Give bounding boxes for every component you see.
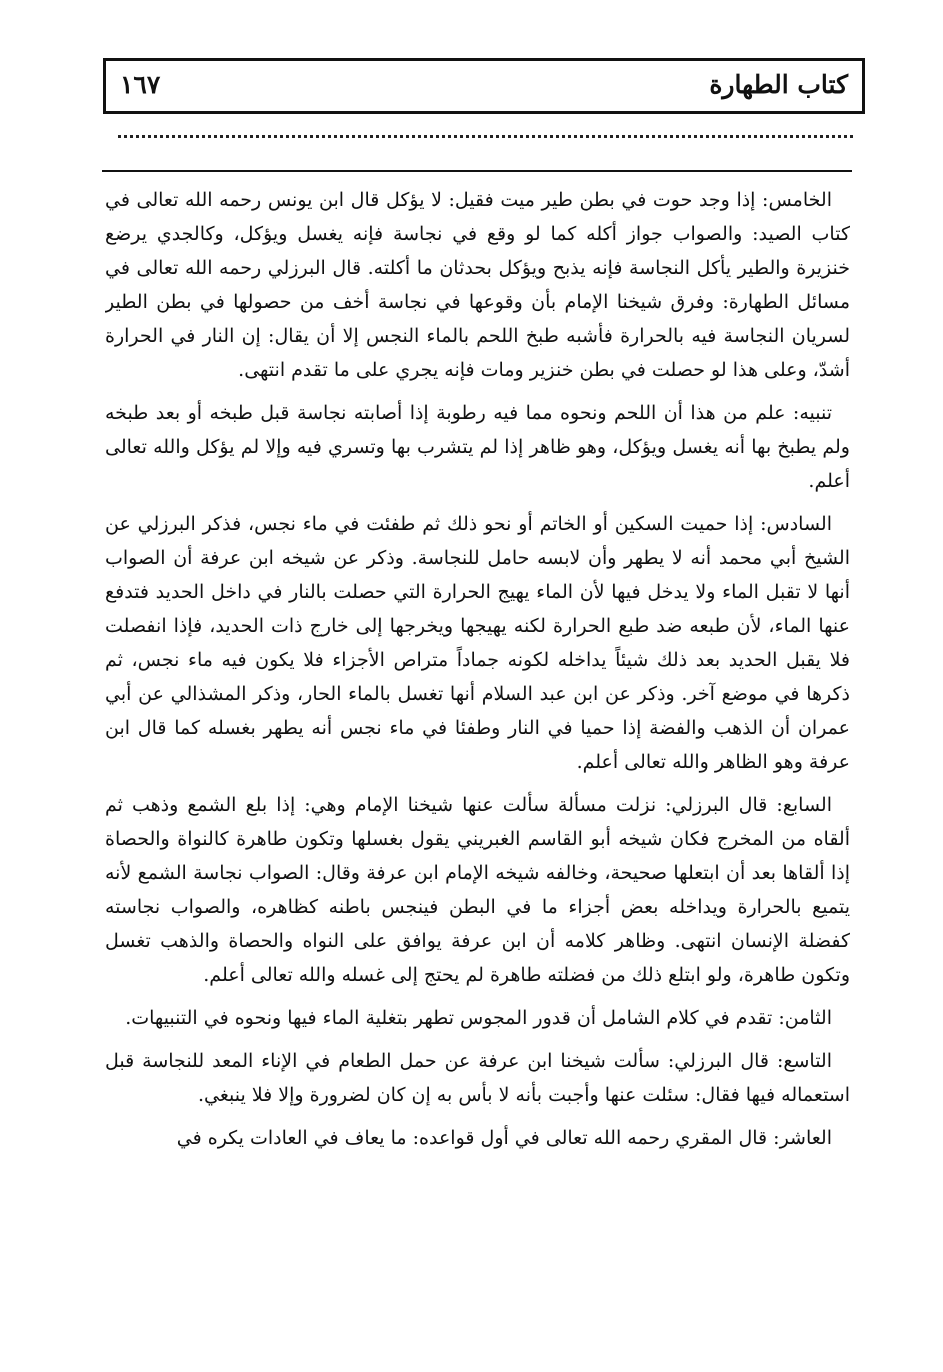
paragraph-tenth: العاشر: قال المقري رحمه الله تعالى في أول قواعده: ما يعاف في العادات يكره في	[176, 1127, 832, 1149]
dotted-separator	[118, 135, 853, 138]
paragraph-note: تنبيه: علم من هذا أن اللحم ونحوه مما فيه رطوبة إذا أصابته نجاسة قبل طبخه أو بعد طبخه ولم يطبخ بها أنه يغسل ويؤكل، وهو ظاهر إذا لم يتشرب بها وتسري فيه وإلا لم يؤكل والله تعالى أعلم.	[105, 402, 850, 492]
paragraph-ninth: التاسع: قال البرزلي: سألت شيخنا ابن عرفة عن حمل الطعام في الإناء المعد للنجاسة قبل استعماله فيها فقال: سئلت عنها وأجبت بأنه لا بأس به إن كان لضرورة وإلا فلا ينبغي.	[105, 1050, 850, 1106]
paragraph-seventh: السابع: قال البرزلي: نزلت مسألة سألت عنها شيخنا الإمام وهي: إذا بلع الشمع وذهب ثم ألقاه من المخرج فكان شيخه أبو القاسم الغبريني يقول بغسلها وتكون طاهرة كالنواة والحصاة إذا ألقاها بعد أن ابتعلها صحيحة، وخالفه شيخه الإمام ابن عرفة وقال: الصواب نجاسة الشمع لأنه يتميع بالحرارة ويداخله بعض أجزاء ما في البطن فينجس باطنه كظاهره، والصواب نجاسته كفضلة الإنسان انتهى. وظاهر كلامه أن ابن عرفة يوافق على النواه والحصاة والذهب تغسل وتكون طاهرة، ولو ابتلع ذلك من فضلته طاهرة لم يحتج إلى غسله والله تعالى أعلم.	[105, 794, 850, 986]
page-header	[103, 58, 865, 114]
book-title: كتاب الطهارة	[709, 70, 848, 99]
paragraph-eighth: الثامن: تقدم في كلام الشامل أن قدور المجوس تطهر بتغلية الماء فيها ونحوه في التنبيهات.	[125, 1007, 832, 1029]
paragraph-fifth: الخامس: إذا وجد حوت في بطن طير ميت فقيل: لا يؤكل قال ابن يونس رحمه الله تعالى في كتاب الصيد: والصواب جواز أكله كما لو وقع في نجاسة فإنه يغسل ويؤكل، وكالجدي يرضع خنزيرة والطير يأكل النجاسة فإنه يذبح ويؤكل بحدثان ما أكلته. قال البرزلي رحمه الله تعالى في مسائل الطهارة: وفرق شيخنا الإمام بأن وقوعها في نجاسة أخف من حصولها في بطن الطير لسريان النجاسة فيه بالحرارة فأشبه طبخ اللحم بالماء النجس إلا أن يقال: إن النار في الحرارة أشدّ، وعلى هذا لو حصلت في بطن خنزير ومات فإنه يجري على ما تقدم انتهى.	[105, 189, 850, 381]
paragraph-sixth: السادس: إذا حميت السكين أو الخاتم أو نحو ذلك ثم طفئت في ماء نجس، فذكر البرزلي عن الشيخ أبي محمد أنه لا يطهر وأن لابسه حامل للنجاسة. وذكر عن شيخه ابن عرفة أن الصواب أنها لا تقبل الماء ولا يدخل فيها لأن الماء يهيج الحرارة التي حصلت بالنار في داخل الحديد فتدفع عنها الماء، لأن طبعه ضد طبع الحرارة لكنه يهيجها ويخرجها إلى خارج ذات الحديد، فإذا انفصلت فلا يقبل الحديد بعد ذلك شيئاً يداخله لكونه جماداً متراص الأجزاء فلا يكون فيه ماء نجس، ثم ذكرها في موضع آخر. وذكر عن ابن عبد السلام أنها تغسل بالماء الحار، وذكر المشذالي عن أبي عمران أن الذهب والفضة إذا حميا في النار وطفئا في ماء نجس أنه يطهر بغسله كما قال ابن عرفة وهو الظاهر والله تعالى أعلم.	[105, 513, 850, 773]
horizontal-rule	[102, 170, 852, 172]
page-body	[105, 183, 850, 1363]
page-number: ١٦٧	[120, 70, 161, 99]
